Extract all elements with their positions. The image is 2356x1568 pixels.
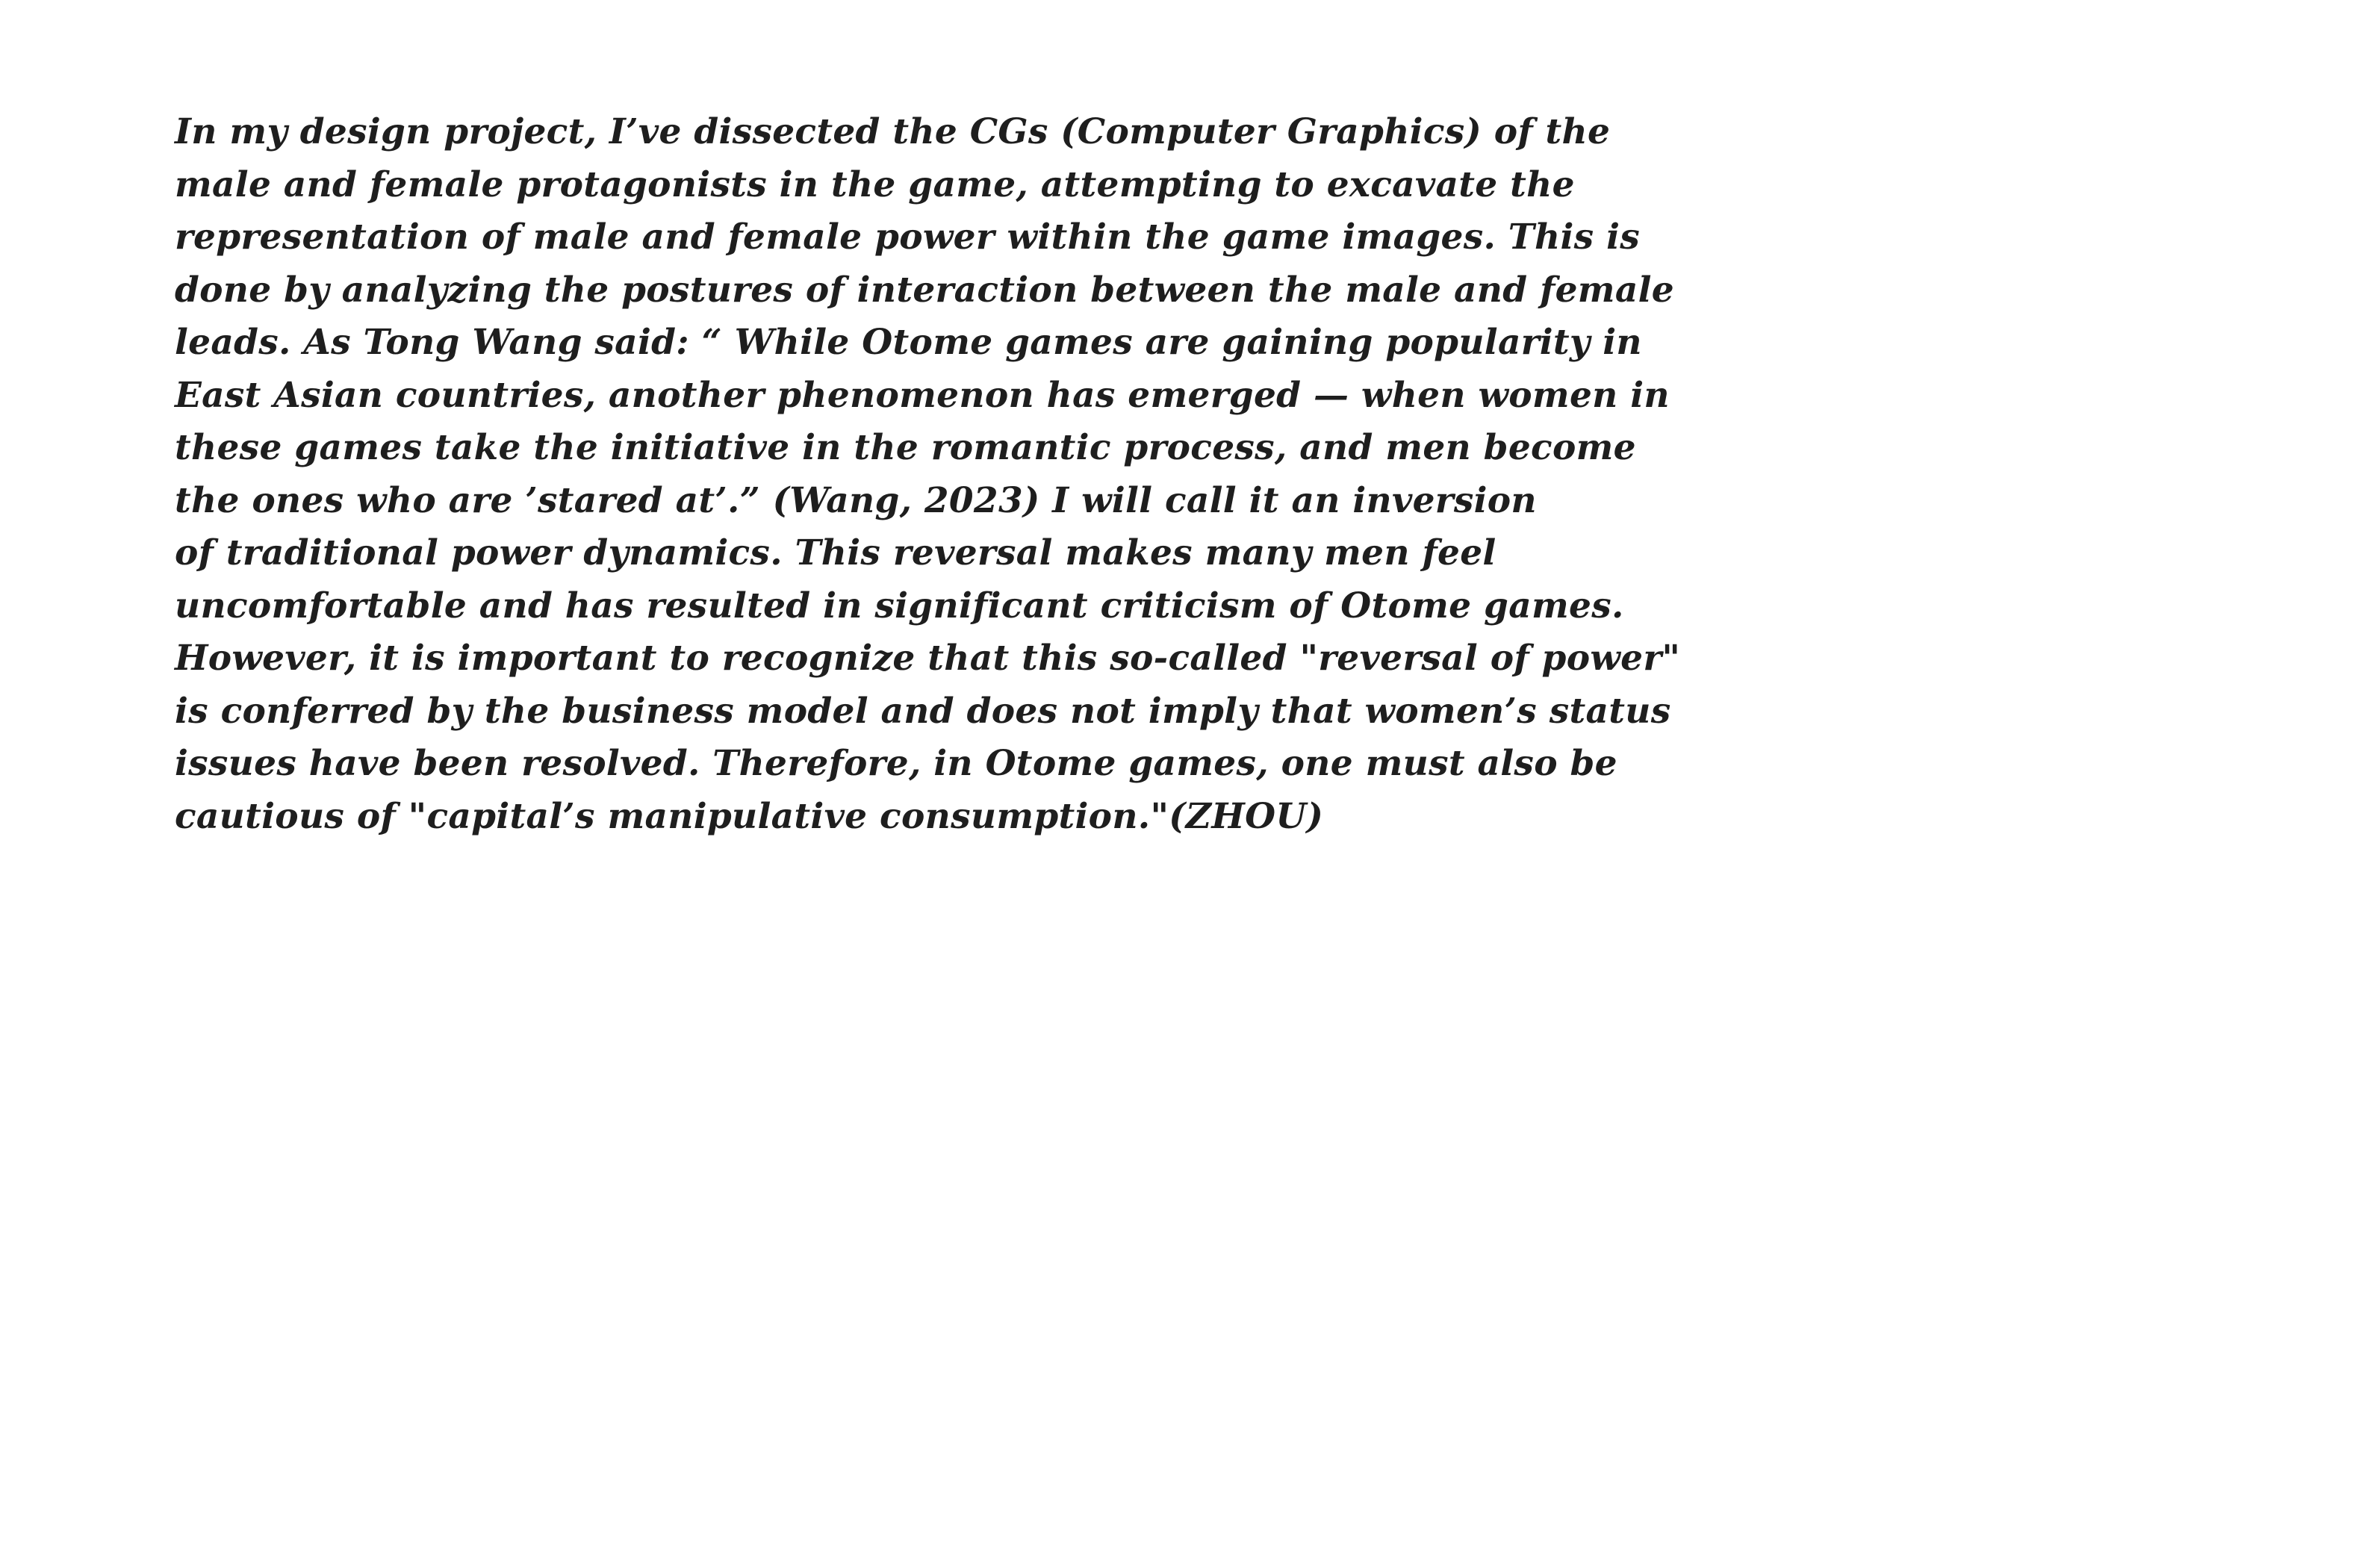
- paragraph-line-1: In my design project, I’ve dissected the CGs (Computer Graphics) of the: [175, 111, 1611, 152]
- paragraph-line-12: is conferred by the business model and does not imply that women’s status: [175, 690, 1671, 732]
- paragraph-line-9: of traditional power dynamics. This reversal makes many men feel: [175, 532, 1496, 573]
- paragraph-line-6: East Asian countries, another phenomenon has emerged — when women in: [175, 374, 1670, 416]
- body-paragraph: [175, 106, 1683, 843]
- paragraph-line-2: male and female protagonists in the game, attempting to excavate the: [175, 164, 1575, 205]
- paragraph-line-7: these games take the initiative in the romantic process, and men become: [175, 427, 1636, 468]
- paragraph-line-13: issues have been resolved. Therefore, in Otome games, one must also be: [175, 743, 1617, 784]
- paragraph-line-4: done by analyzing the postures of interaction between the male and female: [175, 269, 1674, 311]
- paragraph-line-10: uncomfortable and has resulted in significant criticism of Otome games.: [175, 585, 1624, 626]
- paragraph-line-11: However, it is important to recognize that this so-called "reversal of power": [175, 638, 1681, 679]
- paragraph-line-8: the ones who are ’stared at’.” (Wang, 2023) I will call it an inversion: [175, 479, 1537, 521]
- paragraph-line-5: leads. As Tong Wang said: “ While Otome games are gaining popularity in: [175, 322, 1642, 363]
- paragraph-line-14: cautious of "capital’s manipulative consumption."(ZHOU): [175, 795, 1324, 837]
- paragraph-line-3: representation of male and female power within the game images. This is: [175, 217, 1641, 258]
